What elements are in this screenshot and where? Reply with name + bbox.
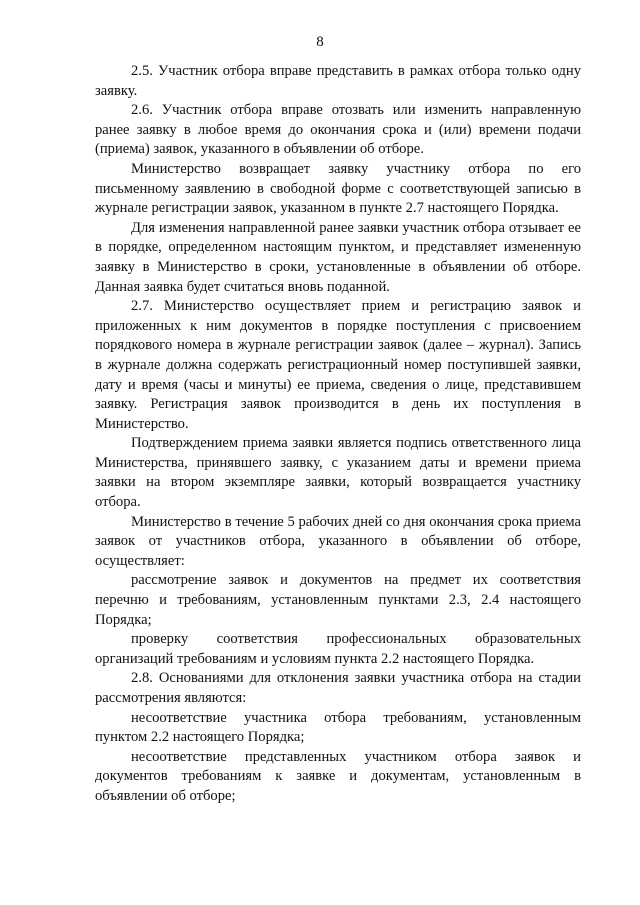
paragraph-2-8: 2.8. Основаниями для отклонения заявки участника отбора на стадии рассмотрения являются:: [95, 670, 581, 706]
paragraph-2-5: 2.5. Участник отбора вправе представить в рамках отбора только одну заявку.: [95, 63, 581, 99]
document-body: [95, 62, 581, 807]
page-number: 8: [316, 34, 324, 50]
paragraph-2-7: 2.7. Министерство осуществляет прием и регистрацию заявок и приложенных к ним документов в порядке поступления с присвоением порядкового номера в журнале регистрации заявок (далее – журнал). Запись в журнале должна содержать регистрационный номер поступившей заявки, дату и время (часы и минуты) ее приема, сведения о лице, представившем заявку. Регистрация заявок производится в день их поступления в Министерство.: [95, 298, 581, 432]
paragraph-review-documents: рассмотрение заявок и документов на предмет их соответствия перечню и требованиям, установленным пунктами 2.3, 2.4 настоящего Порядка;: [95, 572, 581, 628]
paragraph-receipt-confirmation: Подтверждением приема заявки является подпись ответственного лица Министерства, принявшего заявку, с указанием даты и времени приема заявки на втором экземпляре заявки, который возвращается участнику отбора.: [95, 435, 581, 511]
paragraph-return-application: Министерство возвращает заявку участнику отбора по его письменному заявлению в свободной форме с соответствующей записью в журнале регистрации заявок, указанном в пункте 2.7 настоящего Порядка.: [95, 160, 581, 217]
paragraph-review-period: Министерство в течение 5 рабочих дней со дня окончания срока приема заявок от участников отбора, указанного в объявлении об отборе, осуществляет:: [95, 513, 581, 569]
paragraph-change-application: Для изменения направленной ранее заявки участник отбора отзывает ее в порядке, определенном настоящим пунктом, и представляет измененную заявку в Министерство в сроки, установленные в объявлении об отборе. Данная заявка будет считаться вновь поданной.: [95, 219, 581, 295]
paragraph-noncompliance-documents: несоответствие представленных участником отбора заявок и документов требованиям к заявке и документам, установленным в объявлении об отборе;: [95, 748, 581, 804]
paragraph-noncompliance-participant: несоответствие участника отбора требованиям, установленным пунктом 2.2 настоящего Порядка;: [95, 709, 581, 746]
paragraph-2-6: 2.6. Участник отбора вправе отозвать или изменить направленную ранее заявку в любое время до окончания срока и (или) времени подачи (приема) заявок, указанного в объявлении об отборе.: [95, 102, 581, 158]
paragraph-check-compliance: проверку соответствия профессиональных образовательных организаций требованиям и условиям пункта 2.2 настоящего Порядка.: [95, 631, 581, 667]
